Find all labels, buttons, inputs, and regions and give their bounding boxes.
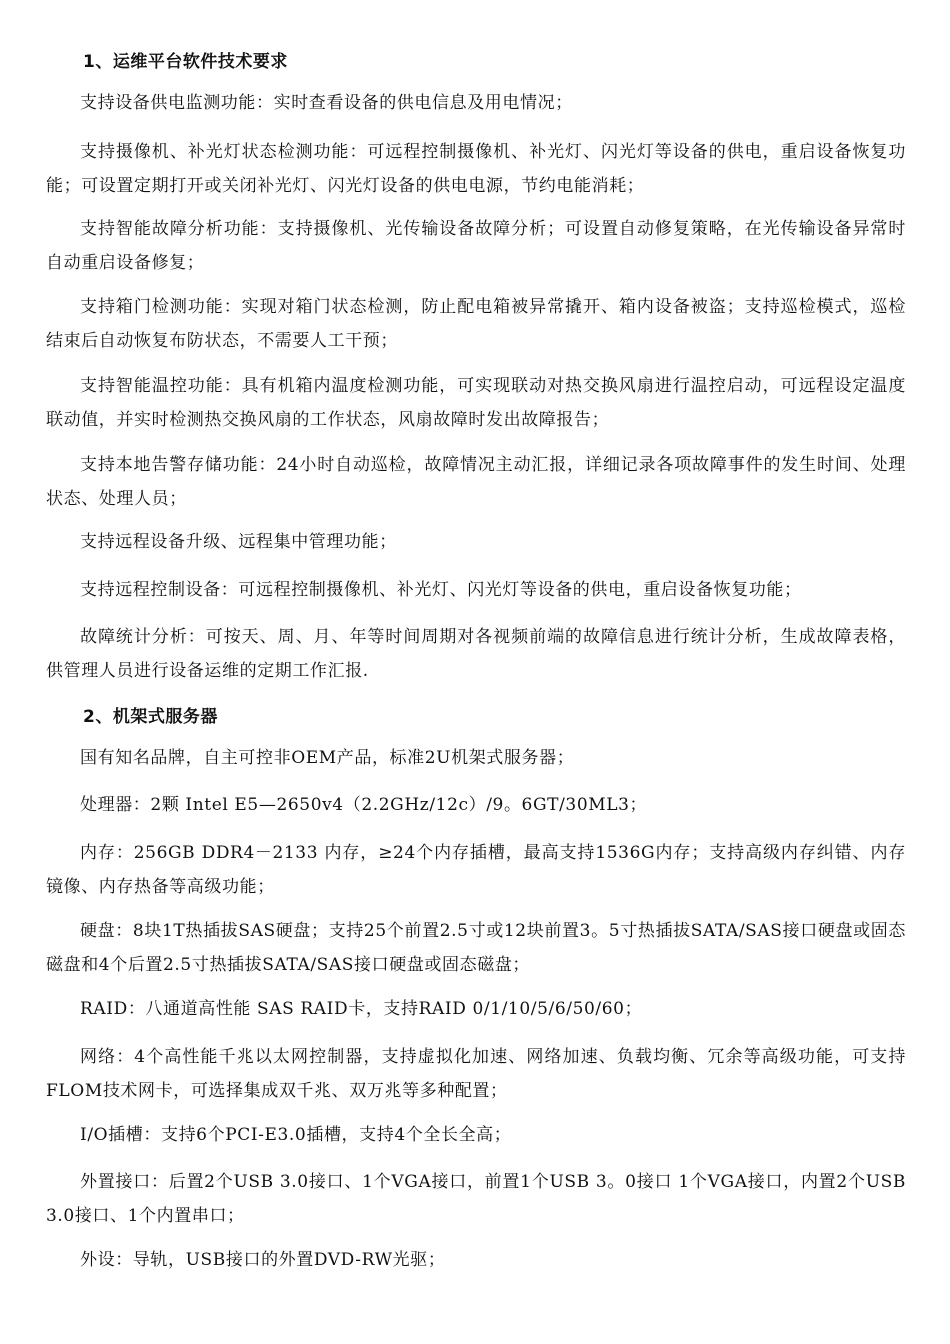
paragraph-camera-light-status: 支持摄像机、补光灯状态检测功能：可远程控制摄像机、补光灯、闪光灯等设备的供电，重启设备恢复功能；可设置定期打开或关闭补光灯、闪光灯设备的供电电源，节约电能消耗； <box>46 142 906 196</box>
paragraph-brand: 国有知名品牌，自主可控非OEM产品，标准2U机架式服务器； <box>80 748 575 768</box>
paragraph-power-monitoring: 支持设备供电监测功能：实时查看设备的供电信息及用电情况； <box>80 93 573 113</box>
paragraph-temperature-control: 支持智能温控功能：具有机箱内温度检测功能，可实现联动对热交换风扇进行温控启动，可远程设定温度联动值，并实时检测热交换风扇的工作状态，风扇故障时发出故障报告； <box>46 376 906 430</box>
paragraph-alarm-storage: 支持本地告警存储功能：24小时自动巡检，故障情况主动汇报，详细记录各项故障事件的发生时间、处理状态、处理人员； <box>46 455 906 509</box>
paragraph-raid: RAID：八通道高性能 SAS RAID卡，支持RAID 0/1/10/5/6/50/60； <box>80 999 643 1019</box>
paragraph-fault-analysis: 支持智能故障分析功能：支持摄像机、光传输设备故障分析；可设置自动修复策略，在光传输设备异常时自动重启设备修复； <box>46 219 906 273</box>
section-heading-rack-server: 2、机架式服务器 <box>83 707 218 727</box>
paragraph-remote-control: 支持远程控制设备：可远程控制摄像机、补光灯、闪光灯等设备的供电，重启设备恢复功能； <box>80 580 802 600</box>
paragraph-memory: 内存：256GB DDR4－2133 内存，≥24个内存插槽，最高支持1536G内存；支持高级内存纠错、内存镜像、内存热备等高级功能； <box>46 843 906 897</box>
paragraph-door-detection: 支持箱门检测功能：实现对箱门状态检测，防止配电箱被异常撬开、箱内设备被盗；支持巡检模式，巡检结束后自动恢复布防状态，不需要人工干预； <box>46 297 906 351</box>
paragraph-hard-disk: 硬盘：8块1T热插拔SAS硬盘；支持25个前置2.5寸或12块前置3。5寸热插拔SATA/SAS接口硬盘或固态磁盘和4个后置2.5寸热插拔SATA/SAS接口硬盘或固态磁盘； <box>46 921 906 975</box>
paragraph-remote-upgrade: 支持远程设备升级、远程集中管理功能； <box>80 532 397 552</box>
paragraph-network: 网络：4个高性能千兆以太网控制器，支持虚拟化加速、网络加速、负载均衡、冗余等高级功能，可支持FLOM技术网卡，可选择集成双千兆、双万兆等多种配置； <box>46 1047 906 1101</box>
paragraph-external-ports: 外置接口：后置2个USB 3.0接口、1个VGA接口，前置1个USB 3。0接口 1个VGA接口，内置2个USB 3.0接口、1个内置串口； <box>46 1172 906 1226</box>
paragraph-io-slots: I/O插槽：支持6个PCI-E3.0插槽，支持4个全长全高； <box>80 1125 512 1145</box>
paragraph-fault-statistics: 故障统计分析：可按天、周、月、年等时间周期对各视频前端的故障信息进行统计分析，生成故障表格，供管理人员进行设备运维的定期工作汇报. <box>46 627 906 681</box>
section-heading-ops-platform: 1、运维平台软件技术要求 <box>83 52 288 72</box>
paragraph-peripherals: 外设：导轨，USB接口的外置DVD-RW光驱； <box>80 1250 446 1270</box>
paragraph-processor: 处理器：2颗 Intel E5—2650v4（2.2GHz/12c）/9。6GT/30ML3； <box>80 795 648 815</box>
